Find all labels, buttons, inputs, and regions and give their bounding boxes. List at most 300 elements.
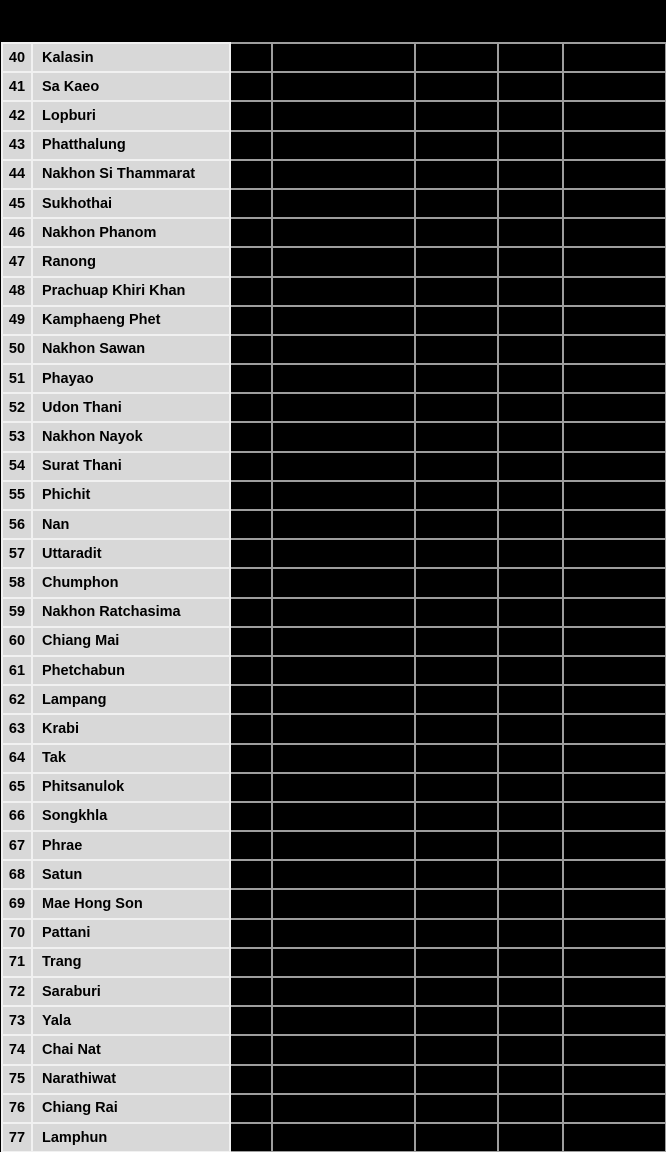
empty-data-cell [498,889,563,918]
empty-data-cell [415,247,498,276]
empty-data-cell [498,539,563,568]
empty-data-cell [272,656,415,685]
empty-data-cell [415,1035,498,1064]
empty-data-cell [272,831,415,860]
province-name-cell: Chiang Mai [32,627,230,656]
province-name-cell: Chai Nat [32,1035,230,1064]
province-name-cell: Nakhon Sawan [32,335,230,364]
empty-data-cell [563,189,666,218]
empty-data-cell [415,685,498,714]
empty-data-cell [230,1065,272,1094]
empty-data-cell [272,393,415,422]
empty-data-cell [498,831,563,860]
province-name-cell: Phatthalung [32,131,230,160]
table-row [2,744,666,773]
empty-data-cell [563,948,666,977]
empty-data-cell [563,919,666,948]
empty-data-cell [272,335,415,364]
province-name-cell: Phitsanulok [32,773,230,802]
empty-data-cell [563,131,666,160]
empty-data-cell [563,306,666,335]
empty-data-cell [498,598,563,627]
rank-cell: 75 [2,1065,32,1094]
empty-data-cell [498,218,563,247]
empty-data-cell [230,277,272,306]
empty-data-cell [415,306,498,335]
empty-data-cell [563,656,666,685]
header-bar [0,0,666,42]
empty-data-cell [563,802,666,831]
table-row [2,277,666,306]
province-name-cell: Sa Kaeo [32,72,230,101]
empty-data-cell [498,773,563,802]
table-row [2,860,666,889]
rank-cell: 48 [2,277,32,306]
empty-data-cell [272,598,415,627]
province-name-cell: Mae Hong Son [32,889,230,918]
empty-data-cell [272,43,415,72]
empty-data-cell [415,802,498,831]
empty-data-cell [230,598,272,627]
empty-data-cell [415,131,498,160]
province-name-cell: Krabi [32,714,230,743]
rank-cell: 47 [2,247,32,276]
table-row [2,598,666,627]
table-row [2,306,666,335]
table-row [2,422,666,451]
rank-cell: 58 [2,568,32,597]
empty-data-cell [498,189,563,218]
rank-cell: 62 [2,685,32,714]
rank-cell: 61 [2,656,32,685]
table-row [2,539,666,568]
empty-data-cell [415,1065,498,1094]
empty-data-cell [272,977,415,1006]
province-name-cell: Chiang Rai [32,1094,230,1123]
rank-cell: 50 [2,335,32,364]
table-row [2,802,666,831]
table-row [2,568,666,597]
empty-data-cell [230,1094,272,1123]
empty-data-cell [272,539,415,568]
empty-data-cell [498,1094,563,1123]
province-name-cell: Lopburi [32,101,230,130]
empty-data-cell [272,306,415,335]
province-name-cell: Pattani [32,919,230,948]
table-row [2,364,666,393]
empty-data-cell [230,364,272,393]
empty-data-cell [498,510,563,539]
empty-data-cell [272,101,415,130]
rank-cell: 55 [2,481,32,510]
empty-data-cell [230,481,272,510]
empty-data-cell [415,510,498,539]
empty-data-cell [498,72,563,101]
table-row [2,510,666,539]
province-name-cell: Songkhla [32,802,230,831]
table-row [2,656,666,685]
empty-data-cell [563,627,666,656]
empty-data-cell [230,72,272,101]
province-name-cell: Sukhothai [32,189,230,218]
province-name-cell: Udon Thani [32,393,230,422]
rank-cell: 64 [2,744,32,773]
province-name-cell: Tak [32,744,230,773]
province-name-cell: Phetchabun [32,656,230,685]
empty-data-cell [272,481,415,510]
empty-data-cell [563,977,666,1006]
table-row [2,831,666,860]
empty-data-cell [498,568,563,597]
empty-data-cell [563,364,666,393]
empty-data-cell [415,160,498,189]
empty-data-cell [272,889,415,918]
province-name-cell: Lamphun [32,1123,230,1152]
province-name-cell: Nakhon Ratchasima [32,598,230,627]
empty-data-cell [230,919,272,948]
rank-cell: 63 [2,714,32,743]
empty-data-cell [272,1094,415,1123]
empty-data-cell [230,539,272,568]
empty-data-cell [563,714,666,743]
empty-data-cell [272,773,415,802]
empty-data-cell [415,744,498,773]
empty-data-cell [230,247,272,276]
empty-data-cell [272,1006,415,1035]
empty-data-cell [415,773,498,802]
empty-data-cell [272,1123,415,1152]
province-name-cell: Saraburi [32,977,230,1006]
province-table-body [2,43,666,1152]
empty-data-cell [563,539,666,568]
empty-data-cell [415,714,498,743]
empty-data-cell [272,627,415,656]
rank-cell: 51 [2,364,32,393]
rank-cell: 45 [2,189,32,218]
table-row [2,101,666,130]
empty-data-cell [415,393,498,422]
rank-cell: 72 [2,977,32,1006]
province-name-cell: Phayao [32,364,230,393]
table-row [2,247,666,276]
empty-data-cell [415,72,498,101]
table-row [2,1065,666,1094]
empty-data-cell [563,393,666,422]
empty-data-cell [415,977,498,1006]
empty-data-cell [415,568,498,597]
empty-data-cell [272,72,415,101]
empty-data-cell [272,452,415,481]
empty-data-cell [230,831,272,860]
empty-data-cell [230,189,272,218]
table-row [2,627,666,656]
empty-data-cell [415,627,498,656]
rank-cell: 71 [2,948,32,977]
table-row [2,977,666,1006]
empty-data-cell [230,43,272,72]
rank-cell: 42 [2,101,32,130]
rank-cell: 68 [2,860,32,889]
empty-data-cell [415,919,498,948]
rank-cell: 70 [2,919,32,948]
empty-data-cell [272,131,415,160]
table-row [2,160,666,189]
rank-cell: 46 [2,218,32,247]
empty-data-cell [415,860,498,889]
empty-data-cell [563,101,666,130]
empty-data-cell [230,744,272,773]
table-row [2,1094,666,1123]
empty-data-cell [498,714,563,743]
province-name-cell: Nakhon Nayok [32,422,230,451]
rank-cell: 41 [2,72,32,101]
empty-data-cell [563,72,666,101]
province-name-cell: Phichit [32,481,230,510]
empty-data-cell [498,393,563,422]
empty-data-cell [230,1035,272,1064]
rank-cell: 59 [2,598,32,627]
empty-data-cell [563,1123,666,1152]
empty-data-cell [415,218,498,247]
empty-data-cell [230,510,272,539]
empty-data-cell [498,860,563,889]
province-name-cell: Satun [32,860,230,889]
province-name-cell: Kalasin [32,43,230,72]
empty-data-cell [272,1035,415,1064]
table-row [2,452,666,481]
empty-data-cell [415,1123,498,1152]
empty-data-cell [230,422,272,451]
empty-data-cell [415,948,498,977]
empty-data-cell [498,1035,563,1064]
rank-cell: 54 [2,452,32,481]
empty-data-cell [498,422,563,451]
rank-cell: 66 [2,802,32,831]
empty-data-cell [563,889,666,918]
empty-data-cell [563,685,666,714]
empty-data-cell [272,422,415,451]
table-row [2,1035,666,1064]
rank-cell: 57 [2,539,32,568]
empty-data-cell [230,335,272,364]
empty-data-cell [272,247,415,276]
empty-data-cell [563,1006,666,1035]
empty-data-cell [563,43,666,72]
table-row [2,72,666,101]
empty-data-cell [498,101,563,130]
empty-data-cell [272,1065,415,1094]
rank-cell: 65 [2,773,32,802]
table-row [2,948,666,977]
province-name-cell: Trang [32,948,230,977]
empty-data-cell [272,714,415,743]
empty-data-cell [498,977,563,1006]
empty-data-cell [230,101,272,130]
table-row [2,714,666,743]
empty-data-cell [563,218,666,247]
empty-data-cell [415,1094,498,1123]
empty-data-cell [415,422,498,451]
empty-data-cell [272,744,415,773]
empty-data-cell [563,510,666,539]
empty-data-cell [230,393,272,422]
empty-data-cell [230,1123,272,1152]
empty-data-cell [415,452,498,481]
rank-cell: 49 [2,306,32,335]
empty-data-cell [563,831,666,860]
empty-data-cell [563,160,666,189]
empty-data-cell [230,860,272,889]
empty-data-cell [498,481,563,510]
empty-data-cell [415,656,498,685]
rank-cell: 77 [2,1123,32,1152]
rank-cell: 44 [2,160,32,189]
province-name-cell: Phrae [32,831,230,860]
empty-data-cell [563,1065,666,1094]
empty-data-cell [415,364,498,393]
province-name-cell: Nan [32,510,230,539]
empty-data-cell [498,306,563,335]
rank-cell: 52 [2,393,32,422]
empty-data-cell [498,277,563,306]
table-row [2,189,666,218]
table-row [2,773,666,802]
empty-data-cell [563,1035,666,1064]
empty-data-cell [498,1006,563,1035]
empty-data-cell [415,189,498,218]
province-ranking-table [1,42,666,1152]
empty-data-cell [415,539,498,568]
province-name-cell: Nakhon Si Thammarat [32,160,230,189]
empty-data-cell [272,189,415,218]
empty-data-cell [498,247,563,276]
table-row [2,481,666,510]
empty-data-cell [563,568,666,597]
table-row [2,889,666,918]
empty-data-cell [230,656,272,685]
empty-data-cell [272,568,415,597]
empty-data-cell [498,685,563,714]
province-name-cell: Kamphaeng Phet [32,306,230,335]
empty-data-cell [415,101,498,130]
empty-data-cell [230,131,272,160]
empty-data-cell [498,131,563,160]
empty-data-cell [498,452,563,481]
table-row [2,218,666,247]
empty-data-cell [415,889,498,918]
province-name-cell: Surat Thani [32,452,230,481]
empty-data-cell [272,364,415,393]
empty-data-cell [230,160,272,189]
table-row [2,1006,666,1035]
table-row [2,335,666,364]
empty-data-cell [230,1006,272,1035]
province-name-cell: Uttaradit [32,539,230,568]
rank-cell: 60 [2,627,32,656]
province-name-cell: Nakhon Phanom [32,218,230,247]
empty-data-cell [272,948,415,977]
table-row [2,131,666,160]
empty-data-cell [563,277,666,306]
empty-data-cell [230,773,272,802]
empty-data-cell [230,568,272,597]
empty-data-cell [563,247,666,276]
empty-data-cell [230,889,272,918]
empty-data-cell [498,160,563,189]
empty-data-cell [498,802,563,831]
empty-data-cell [498,948,563,977]
empty-data-cell [415,43,498,72]
empty-data-cell [272,802,415,831]
empty-data-cell [415,1006,498,1035]
table-row [2,43,666,72]
empty-data-cell [272,277,415,306]
empty-data-cell [415,598,498,627]
empty-data-cell [272,685,415,714]
empty-data-cell [563,452,666,481]
empty-data-cell [415,831,498,860]
province-name-cell: Ranong [32,247,230,276]
empty-data-cell [563,1094,666,1123]
empty-data-cell [498,1065,563,1094]
province-name-cell: Yala [32,1006,230,1035]
rank-cell: 73 [2,1006,32,1035]
empty-data-cell [563,335,666,364]
empty-data-cell [498,43,563,72]
empty-data-cell [272,510,415,539]
empty-data-cell [563,598,666,627]
empty-data-cell [563,744,666,773]
empty-data-cell [498,627,563,656]
empty-data-cell [230,627,272,656]
empty-data-cell [563,860,666,889]
empty-data-cell [415,335,498,364]
rank-cell: 53 [2,422,32,451]
empty-data-cell [563,422,666,451]
empty-data-cell [563,773,666,802]
rank-cell: 40 [2,43,32,72]
empty-data-cell [272,919,415,948]
rank-cell: 74 [2,1035,32,1064]
empty-data-cell [272,160,415,189]
table-row [2,1123,666,1152]
empty-data-cell [272,218,415,247]
empty-data-cell [563,481,666,510]
table-row [2,393,666,422]
empty-data-cell [498,919,563,948]
empty-data-cell [230,452,272,481]
rank-cell: 43 [2,131,32,160]
empty-data-cell [272,860,415,889]
rank-cell: 67 [2,831,32,860]
province-name-cell: Lampang [32,685,230,714]
empty-data-cell [230,218,272,247]
empty-data-cell [415,481,498,510]
province-name-cell: Chumphon [32,568,230,597]
empty-data-cell [498,335,563,364]
empty-data-cell [230,306,272,335]
table-row [2,685,666,714]
province-name-cell: Prachuap Khiri Khan [32,277,230,306]
province-name-cell: Narathiwat [32,1065,230,1094]
empty-data-cell [230,948,272,977]
empty-data-cell [230,802,272,831]
empty-data-cell [498,656,563,685]
empty-data-cell [230,977,272,1006]
rank-cell: 76 [2,1094,32,1123]
empty-data-cell [498,744,563,773]
empty-data-cell [498,1123,563,1152]
